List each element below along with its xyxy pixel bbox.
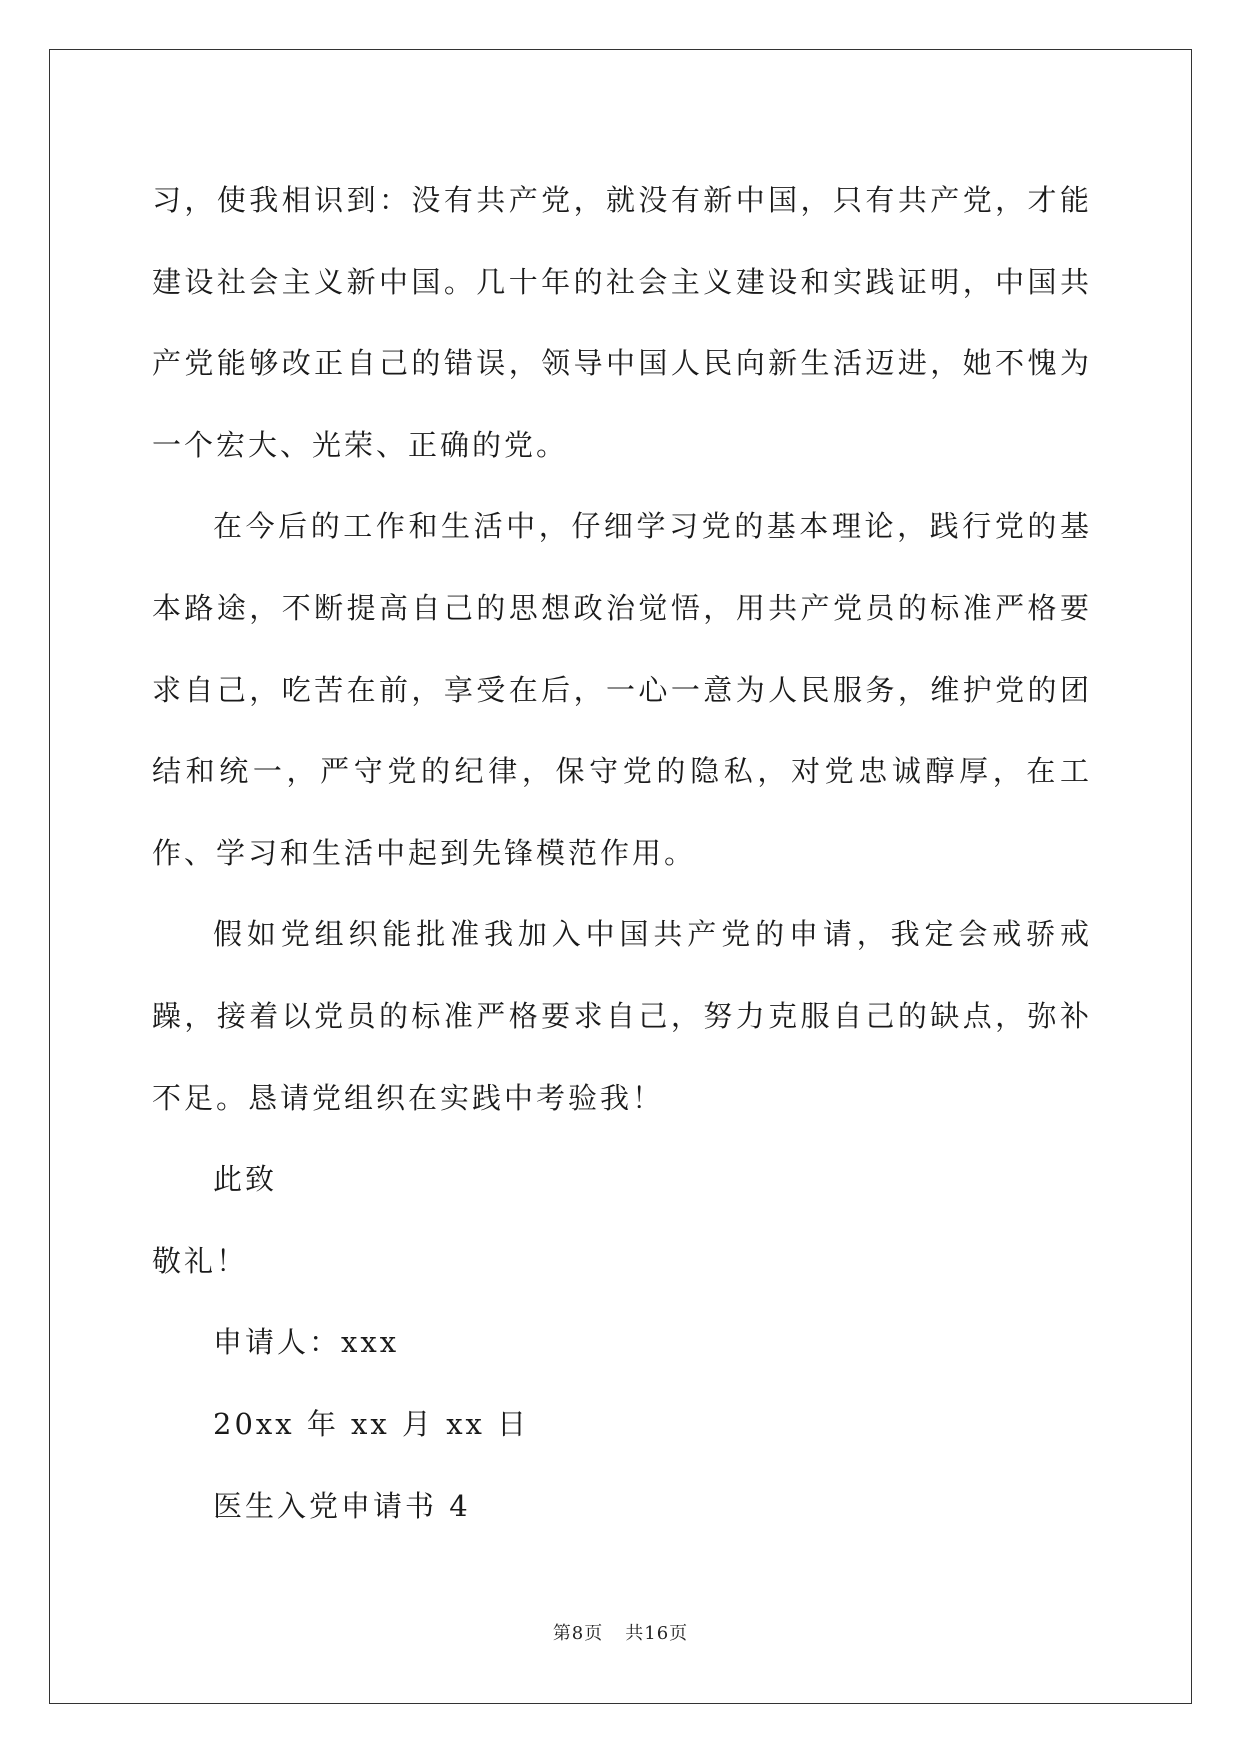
page-number-current: 第8页 [552, 1623, 604, 1644]
application-date: 20xx 年 xx 月 xx 日 [213, 1406, 530, 1441]
closing-regards: 敬礼！ [152, 1243, 249, 1278]
closing-salutation: 此致 [213, 1162, 278, 1197]
paragraph-continuation: 习，使我相识到：没有共产党，就没有新中国，只有共产党，才能建设社会主义新中国。几十年的社会主义建设和实践证明，中国共产党能够改正自己的错误，领导中国人民向新生活迈进，她不愧为一个宏大、光荣、正确的党。 [152, 183, 1092, 462]
applicant-signature: 申请人：xxx [213, 1325, 400, 1360]
page-number-total: 共16页 [625, 1623, 689, 1644]
paragraph-future-commitment: 在今后的工作和生活中，仔细学习党的基本理论，践行党的基本路途，不断提高自己的思想政治觉悟，用共产党员的标准严格要求自己，吃苦在前，享受在后，一心一意为人民服务，维护党的团结和统一，严守党的纪律，保守党的隐私，对党忠诚醇厚，在工作、学习和生活中起到先锋模范作用。 [152, 509, 1092, 870]
page-footer [0, 1619, 1241, 1645]
next-section-title: 医生入党申请书 4 [213, 1488, 471, 1523]
document-body [152, 160, 1092, 1547]
paragraph-request-approval: 假如党组织能批准我加入中国共产党的申请，我定会戒骄戒躁，接着以党员的标准严格要求自己，努力克服自己的缺点，弥补不足。恳请党组织在实践中考验我！ [152, 917, 1092, 1115]
